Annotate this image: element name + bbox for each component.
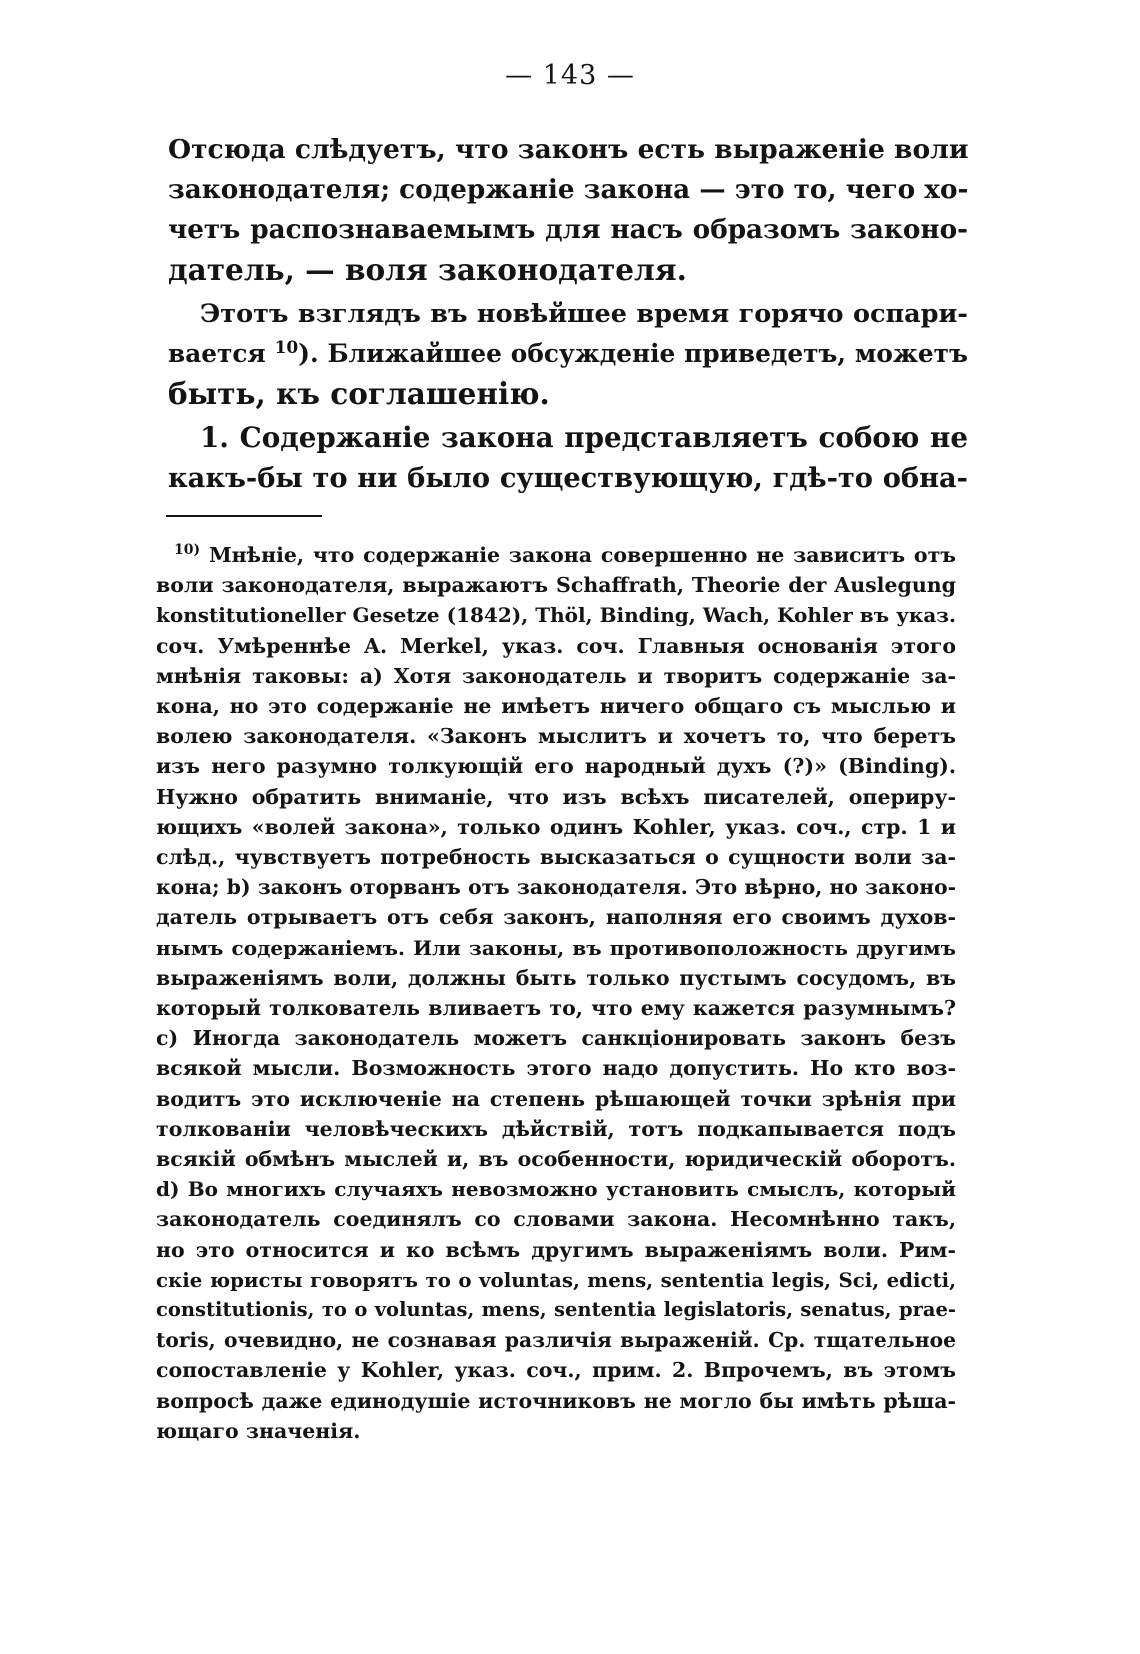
main-line: Отсюда слѣдуетъ, что законъ есть выраженіе воли <box>168 134 969 165</box>
page-number: — 143 — <box>505 60 635 91</box>
main-line: быть, къ соглашенію. <box>168 376 550 411</box>
footnote-line: toris, очевидно, не сознавая различія выраженій. Ср. тщательное <box>156 1328 956 1353</box>
footnote-line: constitutionis, то о voluntas, mens, sententia legislatoris, senatus, prae- <box>156 1298 956 1322</box>
main-line: Этотъ взглядъ въ новѣйшее время горячо оспари- <box>200 299 968 329</box>
footnote-body <box>156 540 956 1446</box>
footnote-line: сопоставленіе у Kohler, указ. соч., прим. 2. Впрочемъ, въ этомъ <box>156 1358 956 1383</box>
footnote-line: вопросѣ даже единодушіе источниковъ не могло бы имѣть рѣша- <box>156 1388 956 1413</box>
footnote-line: всякой мысли. Возможность этого надо допустить. Но кто воз- <box>156 1056 956 1081</box>
footnote-line: который толкователь вливаетъ то, что ему кажется разумнымъ? <box>156 996 956 1021</box>
footnote-line: соч. Умѣреннѣе A. Merkel, указ. соч. Главныя основанія этого <box>156 633 956 658</box>
footnote-line: толкованіи человѣческихъ дѣйствій, тотъ подкапывается подъ <box>156 1116 956 1141</box>
footnote-line: законодатель соединялъ со словами закона. Несомнѣнно такъ, <box>156 1207 956 1232</box>
footnote-line-text: Мнѣніе, что содержаніе закона совершенно не зависитъ отъ <box>208 543 956 567</box>
footnote-line: ющихъ «волей закона», только одинъ Kohler, указ. соч., стр. 1 и <box>156 814 956 839</box>
footnote-line: Нужно обратить вниманіе, что изъ всѣхъ писателей, опериру- <box>156 784 956 809</box>
footnote-line: волею законодателя. «Законъ мыслитъ и хочетъ то, что беретъ <box>156 724 956 749</box>
footnote-line: изъ него разумно толкующій его народный духъ (?)» (Binding). <box>156 754 956 779</box>
footnote-line: нымъ содержаніемъ. Или законы, въ противоположность другимъ <box>156 935 956 960</box>
footnote-line: ющаго значенія. <box>156 1418 361 1443</box>
footnote-line: всякій обмѣнъ мыслей и, въ особенности, юридическій оборотъ. <box>156 1147 956 1172</box>
main-line-with-footnote-ref <box>168 334 968 374</box>
footnote-line: но это относится и ко всѣмъ другимъ выраженіямъ воли. Рим- <box>156 1237 956 1262</box>
main-text-body <box>168 130 968 498</box>
footnote-line: датель отрываетъ отъ себя законъ, наполняя его своимъ духов- <box>156 905 956 930</box>
footnote-line: скіе юристы говорятъ то о voluntas, mens, sententia legis, Sci, edicti, <box>156 1267 956 1292</box>
footnote-reference[interactable]: 10 <box>274 337 299 358</box>
footnote-line: воли законодателя, выражаютъ Schaffrath, Theorie der Auslegung <box>156 573 956 598</box>
main-line: законодателя; содержаніе закона — это то, чего хо- <box>168 174 969 205</box>
main-line-rest: ). Ближайшее обсужденіе приведетъ, можетъ <box>298 339 968 368</box>
footnote-line: мнѣнія таковы: а) Хотя законодатель и творитъ содержаніе за- <box>156 663 956 688</box>
main-line: датель, — воля законодателя. <box>168 252 687 287</box>
footnote-line: с) Иногда законодатель можетъ санкціонировать законъ безъ <box>156 1026 956 1051</box>
main-line: какъ-бы то ни было существующую, гдѣ-то обна- <box>168 462 968 494</box>
main-line: четъ распознаваемымъ для насъ образомъ законо- <box>168 214 968 245</box>
footnote-line: слѣд., чувствуетъ потребность высказаться о сущности воли за- <box>156 845 956 870</box>
footnote-line: выраженіямъ воли, должны быть только пустымъ сосудомъ, въ <box>156 965 956 990</box>
main-line-start: вается <box>168 339 266 368</box>
footnote-marker: 10) <box>174 542 201 559</box>
footnote-divider <box>166 515 322 517</box>
main-line: 1. Содержаніе закона представляетъ собою не <box>200 421 968 454</box>
footnote-line: кона; b) законъ оторванъ отъ законодателя. Это вѣрно, но законо- <box>156 875 956 900</box>
footnote-line: d) Во многихъ случаяхъ невозможно установить смыслъ, который <box>156 1177 956 1202</box>
footnote-line: кона, но это содержаніе не имѣетъ ничего общаго съ мыслью и <box>156 694 956 719</box>
footnote-line-first <box>156 540 956 570</box>
footnote-line: konstitutioneller Gesetze (1842), Thöl, Binding, Wach, Kohler въ указ. <box>156 603 956 628</box>
footnote-line: водитъ это исключеніе на степень рѣшающей точки зрѣнія при <box>156 1086 956 1111</box>
